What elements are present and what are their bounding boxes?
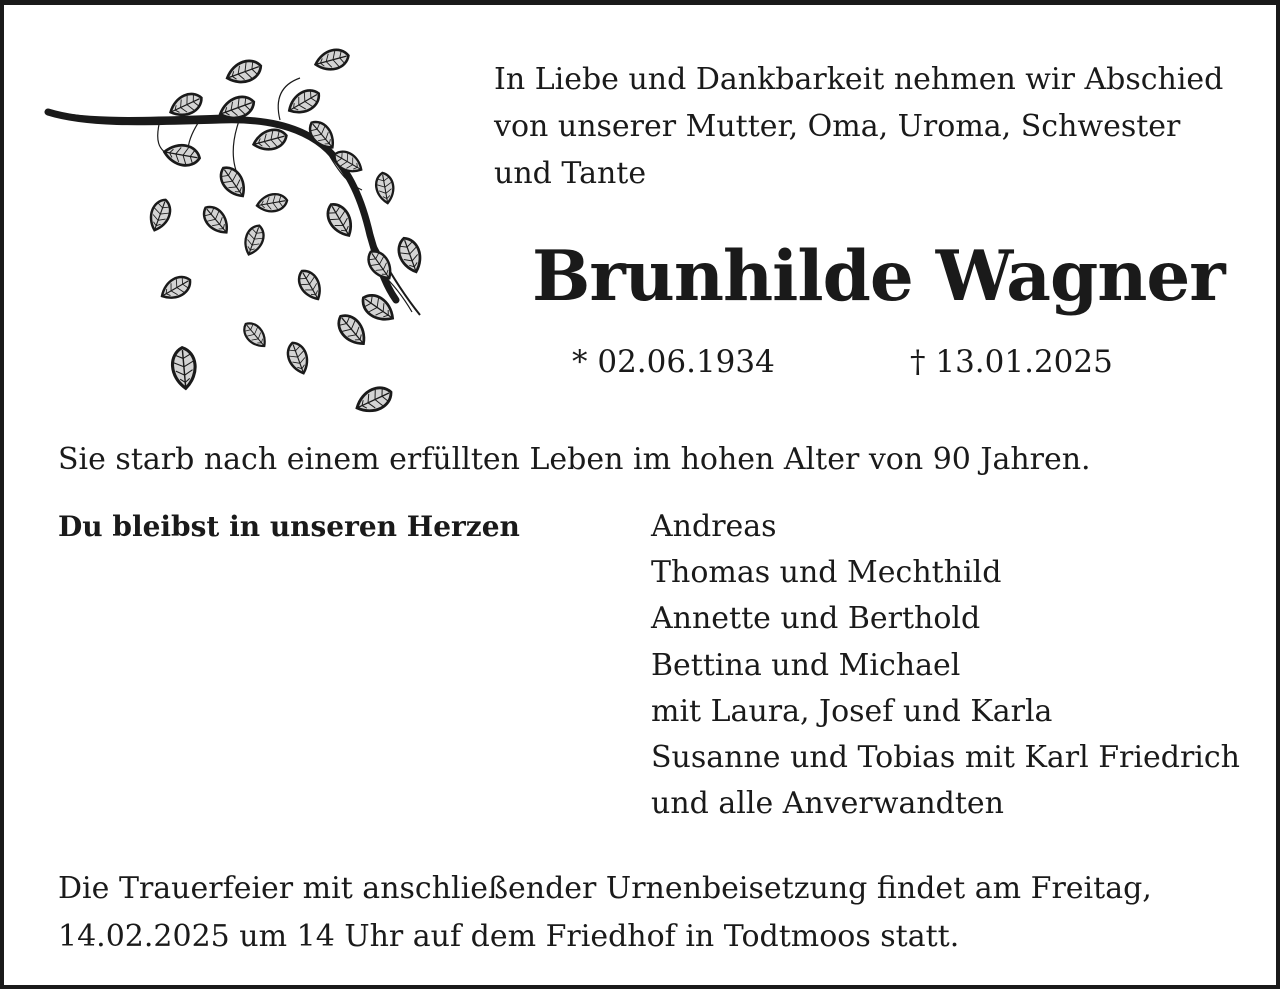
deceased-name: Brunhilde Wagner	[532, 236, 1225, 317]
funeral-line: 14.02.2025 um 14 Uhr auf dem Friedhof in Todtmoos statt.	[58, 919, 960, 954]
mourners-list	[651, 504, 1240, 827]
intro-text	[494, 56, 1223, 197]
intro-line: von unserer Mutter, Oma, Uroma, Schwester	[494, 109, 1181, 144]
age-statement: Sie starb nach einem erfüllten Leben im hohen Alter von 90 Jahren.	[58, 442, 1091, 477]
funeral-line: Die Trauerfeier mit anschließender Urnenbeisetzung findet am Freitag,	[58, 871, 1152, 906]
mourner-entry: Thomas und Mechthild	[651, 555, 1002, 591]
death-date: † 13.01.2025	[910, 344, 1113, 380]
mourner-entry: mit Laura, Josef und Karla	[651, 693, 1053, 729]
mourner-entry: Andreas	[651, 509, 777, 544]
mourner-entry: und alle Anverwandten	[651, 786, 1004, 822]
branch-with-leaves-icon	[40, 40, 440, 425]
mourner-entry: Annette und Berthold	[651, 601, 981, 637]
intro-line: und Tante	[494, 156, 647, 191]
intro-line: In Liebe und Dankbarkeit nehmen wir Abschied	[494, 62, 1224, 97]
mourner-entry: Susanne und Tobias mit Karl Friedrich	[651, 740, 1240, 776]
motto: Du bleibst in unseren Herzen	[58, 510, 520, 543]
birth-date: * 02.06.1934	[572, 344, 775, 380]
mourner-entry: Bettina und Michael	[651, 647, 961, 683]
funeral-info	[58, 865, 1152, 961]
